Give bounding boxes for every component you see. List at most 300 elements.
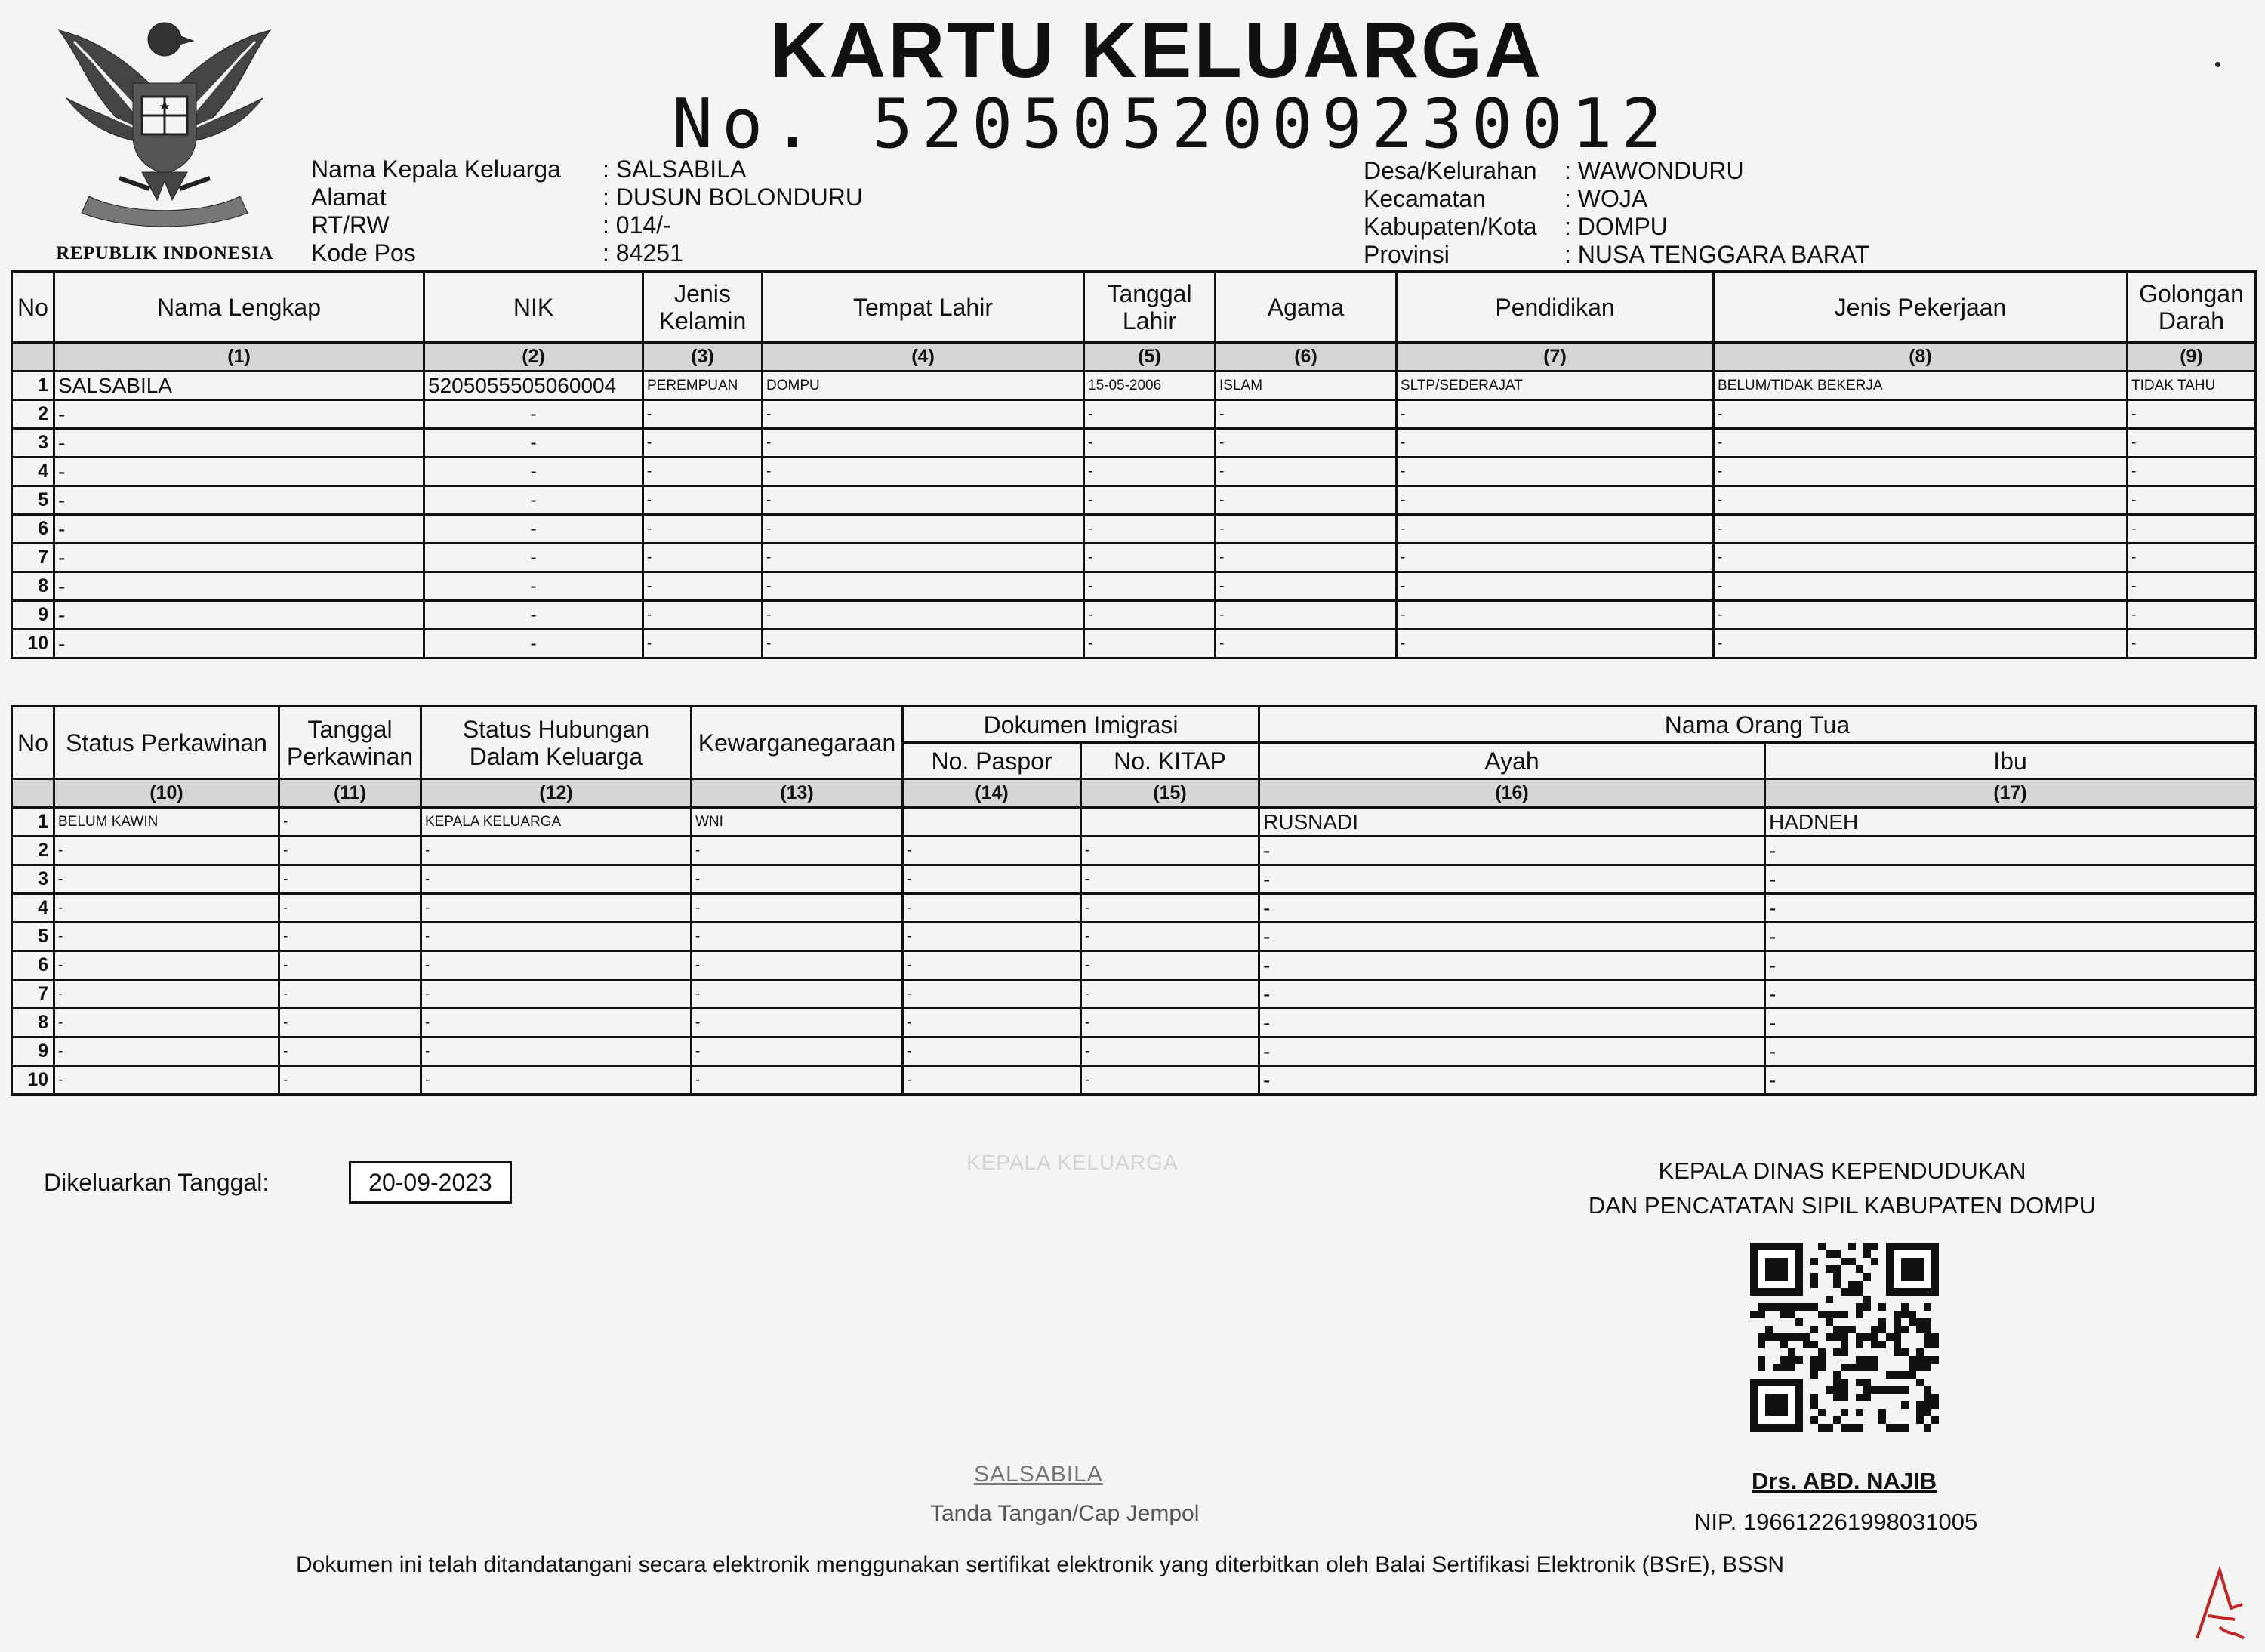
table-cell: HADNEH xyxy=(1765,808,2256,837)
table-cell: - xyxy=(279,837,421,865)
table-cell: - xyxy=(421,1037,692,1066)
table1-header: Pendidikan xyxy=(1397,272,1714,343)
official-name: Drs. ABD. NAJIB xyxy=(1752,1468,1937,1494)
table-cell: - xyxy=(54,544,424,572)
table-cell: - xyxy=(279,1066,421,1095)
table-cell: - xyxy=(1084,486,1216,515)
table1-colnum: (7) xyxy=(1397,343,1714,371)
table-cell: - xyxy=(1397,515,1714,544)
info-row-kepala-keluarga xyxy=(311,156,863,183)
table-cell: - xyxy=(1714,601,2128,630)
table-cell: - xyxy=(763,601,1084,630)
row-number: 4 xyxy=(12,894,54,923)
row-number: 5 xyxy=(12,923,54,951)
table-cell: - xyxy=(1259,1037,1765,1066)
info-label: Kode Pos xyxy=(311,239,416,267)
table2-header-status-hubungan: Status Hubungan Dalam Keluarga xyxy=(421,707,692,779)
table2-colnum xyxy=(12,779,54,808)
table-cell: - xyxy=(424,515,643,544)
table-row xyxy=(12,1009,2256,1037)
table-cell: - xyxy=(54,1009,279,1037)
table-cell: - xyxy=(279,808,421,837)
table-cell: - xyxy=(279,865,421,894)
table-cell: - xyxy=(424,572,643,601)
table2-colnum: (13) xyxy=(692,779,903,808)
table-cell: - xyxy=(1259,1009,1765,1037)
table-row xyxy=(12,837,2256,865)
table1-colnum: (8) xyxy=(1714,343,2128,371)
table-cell: - xyxy=(643,429,763,458)
info-label: Kecamatan xyxy=(1364,185,1486,212)
table1-colnum-row xyxy=(12,343,2256,371)
table2-header-nama-orang-tua: Nama Orang Tua xyxy=(1259,707,2256,743)
table-row xyxy=(12,458,2256,486)
document-title: KARTU KELUARGA xyxy=(770,7,1544,94)
info-row-kabupaten xyxy=(1364,213,1869,241)
table1-header: Jenis Kelamin xyxy=(643,272,763,343)
table-cell: - xyxy=(643,458,763,486)
table-cell: - xyxy=(1397,429,1714,458)
table2-header-status-perkawinan: Status Perkawinan xyxy=(54,707,279,779)
table-cell: - xyxy=(643,601,763,630)
table-cell: - xyxy=(54,429,424,458)
table-cell: - xyxy=(54,486,424,515)
table2-header-tanggal-perkawinan: Tanggal Perkawinan xyxy=(279,707,421,779)
speck-dot xyxy=(2215,62,2220,67)
table-cell: - xyxy=(1081,865,1259,894)
table-cell: - xyxy=(1081,951,1259,980)
table-cell: - xyxy=(1714,458,2128,486)
table-cell: - xyxy=(1084,515,1216,544)
table-cell: - xyxy=(1216,429,1397,458)
row-number: 10 xyxy=(12,1066,54,1095)
info-row-provinsi xyxy=(1364,241,1869,269)
table2-header-row-1 xyxy=(12,707,2256,743)
bsre-logo-icon xyxy=(2190,1563,2250,1646)
table1-header: Golongan Darah xyxy=(2128,272,2256,343)
info-value: : SALSABILA xyxy=(602,156,747,183)
table-cell: - xyxy=(1081,1066,1259,1095)
dinas-line-1: KEPALA DINAS KEPENDUDUKAN xyxy=(1658,1157,2026,1184)
table2-colnum: (14) xyxy=(903,779,1081,808)
info-row-kode-pos xyxy=(311,239,863,267)
table-cell: - xyxy=(1765,1009,2256,1037)
table-cell: - xyxy=(643,486,763,515)
table-cell: - xyxy=(54,865,279,894)
table-cell xyxy=(1081,808,1259,837)
table-cell: - xyxy=(424,544,643,572)
table-cell: - xyxy=(903,1009,1081,1037)
info-label: Provinsi xyxy=(1364,241,1450,268)
table-row xyxy=(12,630,2256,658)
table-cell: - xyxy=(2128,458,2256,486)
row-number: 9 xyxy=(12,601,54,630)
official-nip: NIP. 196612261998031005 xyxy=(1694,1509,1978,1535)
info-row-kecamatan xyxy=(1364,185,1869,213)
row-number: 8 xyxy=(12,572,54,601)
table-cell: - xyxy=(54,923,279,951)
row-number: 9 xyxy=(12,1037,54,1066)
table-cell: - xyxy=(424,429,643,458)
row-number: 1 xyxy=(12,808,54,837)
table-row xyxy=(12,1037,2256,1066)
qr-code-icon xyxy=(1750,1243,1939,1432)
table-cell: - xyxy=(903,951,1081,980)
table-cell: - xyxy=(1397,486,1714,515)
row-number: 7 xyxy=(12,544,54,572)
table-cell: - xyxy=(1765,1037,2256,1066)
table1-colnum: (2) xyxy=(424,343,643,371)
table-cell: - xyxy=(54,601,424,630)
table-cell: - xyxy=(1084,572,1216,601)
info-value: : WOJA xyxy=(1564,185,1648,212)
info-row-rt-rw xyxy=(311,211,863,239)
table-cell: - xyxy=(763,429,1084,458)
table-row xyxy=(12,544,2256,572)
table-cell: - xyxy=(1714,572,2128,601)
table-cell: - xyxy=(2128,601,2256,630)
info-left xyxy=(311,156,863,267)
table-cell: - xyxy=(1084,630,1216,658)
table-cell: - xyxy=(643,544,763,572)
table-cell: - xyxy=(54,515,424,544)
table-cell: DOMPU xyxy=(763,371,1084,400)
table1-colnum xyxy=(12,343,54,371)
table-cell: - xyxy=(1081,980,1259,1009)
table-cell: - xyxy=(1259,837,1765,865)
row-number: 7 xyxy=(12,980,54,1009)
table-cell: - xyxy=(279,951,421,980)
table-cell: - xyxy=(903,894,1081,923)
table-cell: - xyxy=(54,980,279,1009)
table-cell: - xyxy=(421,865,692,894)
table-row xyxy=(12,865,2256,894)
table-cell: - xyxy=(279,894,421,923)
info-value: : 84251 xyxy=(602,239,683,267)
table-cell: - xyxy=(1216,486,1397,515)
table-cell: - xyxy=(1084,544,1216,572)
member-table-2 xyxy=(11,705,2257,1096)
table-cell: - xyxy=(2128,486,2256,515)
table-cell: - xyxy=(421,980,692,1009)
table2-colnum: (11) xyxy=(279,779,421,808)
table-cell: - xyxy=(1397,544,1714,572)
table-cell: - xyxy=(1084,400,1216,429)
table-cell: - xyxy=(279,980,421,1009)
table-row xyxy=(12,400,2256,429)
table-cell: - xyxy=(1084,429,1216,458)
table-cell: - xyxy=(1259,923,1765,951)
table-row xyxy=(12,429,2256,458)
table-cell: - xyxy=(1216,572,1397,601)
table-cell: RUSNADI xyxy=(1259,808,1765,837)
table2-colnum-row xyxy=(12,779,2256,808)
table-cell: - xyxy=(2128,515,2256,544)
table-cell: - xyxy=(1216,515,1397,544)
table-cell: - xyxy=(643,630,763,658)
table1-header: Jenis Pekerjaan xyxy=(1714,272,2128,343)
table-cell: - xyxy=(692,865,903,894)
kepala-keluarga-label: KEPALA KELUARGA xyxy=(966,1151,1179,1174)
garuda-emblem-icon xyxy=(44,8,285,234)
table-cell: - xyxy=(1081,1009,1259,1037)
table-cell: - xyxy=(54,572,424,601)
table2-header-kewarganegaraan: Kewarganegaraan xyxy=(692,707,903,779)
table-cell: - xyxy=(279,923,421,951)
table-row xyxy=(12,486,2256,515)
info-value: : 014/- xyxy=(602,211,671,239)
table2-colnum: (15) xyxy=(1081,779,1259,808)
table-cell: - xyxy=(1765,837,2256,865)
table-cell: - xyxy=(1765,980,2256,1009)
info-label: Desa/Kelurahan xyxy=(1364,157,1537,184)
row-number: 3 xyxy=(12,865,54,894)
table-cell: - xyxy=(424,400,643,429)
table-cell: - xyxy=(54,1066,279,1095)
table-cell: - xyxy=(692,980,903,1009)
row-number: 2 xyxy=(12,400,54,429)
table-cell: - xyxy=(421,951,692,980)
info-label: RT/RW xyxy=(311,211,390,239)
table-cell: KEPALA KELUARGA xyxy=(421,808,692,837)
table-cell: - xyxy=(903,923,1081,951)
table-cell: - xyxy=(1081,894,1259,923)
table-cell: 5205055505060004 xyxy=(424,371,643,400)
table-cell: - xyxy=(1765,951,2256,980)
table1-colnum: (3) xyxy=(643,343,763,371)
table-cell: BELUM KAWIN xyxy=(54,808,279,837)
table-cell: SALSABILA xyxy=(54,371,424,400)
table-cell: SLTP/SEDERAJAT xyxy=(1397,371,1714,400)
table-cell: - xyxy=(1084,601,1216,630)
table-cell: - xyxy=(1765,923,2256,951)
table2-colnum: (16) xyxy=(1259,779,1765,808)
row-number: 3 xyxy=(12,429,54,458)
table1-header: Tempat Lahir xyxy=(763,272,1084,343)
table1-header: Tanggal Lahir xyxy=(1084,272,1216,343)
issued-date-label: Dikeluarkan Tanggal: xyxy=(44,1169,270,1196)
table-cell: - xyxy=(421,837,692,865)
table-cell: - xyxy=(2128,630,2256,658)
dinas-title xyxy=(1548,1154,2137,1223)
table-cell: - xyxy=(1081,837,1259,865)
row-number: 6 xyxy=(12,951,54,980)
table-cell: - xyxy=(763,630,1084,658)
table-cell: - xyxy=(1216,544,1397,572)
table-cell: - xyxy=(54,458,424,486)
info-value: : NUSA TENGGARA BARAT xyxy=(1564,241,1870,268)
table1-colnum: (5) xyxy=(1084,343,1216,371)
table-cell: - xyxy=(54,400,424,429)
signature-label: Tanda Tangan/Cap Jempol xyxy=(930,1501,1200,1526)
table-cell: - xyxy=(1397,601,1714,630)
table-cell: - xyxy=(54,894,279,923)
table1-colnum: (9) xyxy=(2128,343,2256,371)
table-cell: - xyxy=(903,837,1081,865)
row-number: 4 xyxy=(12,458,54,486)
table-cell xyxy=(903,808,1081,837)
table2-header-ayah: Ayah xyxy=(1259,743,1765,779)
table-cell: - xyxy=(643,515,763,544)
table-cell: - xyxy=(1216,400,1397,429)
table-cell: - xyxy=(763,486,1084,515)
table-cell: - xyxy=(421,1066,692,1095)
table-cell: - xyxy=(1259,894,1765,923)
table-row xyxy=(12,572,2256,601)
table2-colnum: (12) xyxy=(421,779,692,808)
table-cell: - xyxy=(2128,429,2256,458)
table-cell: - xyxy=(903,865,1081,894)
table1-header: Agama xyxy=(1216,272,1397,343)
table-cell: - xyxy=(421,1009,692,1037)
table-cell: - xyxy=(424,601,643,630)
table-cell: - xyxy=(421,923,692,951)
table-row xyxy=(12,808,2256,837)
table-cell: - xyxy=(1081,1037,1259,1066)
table-cell: - xyxy=(2128,544,2256,572)
table-cell: - xyxy=(1216,601,1397,630)
table-cell: - xyxy=(1397,572,1714,601)
table2-header-ibu: Ibu xyxy=(1765,743,2256,779)
table-cell: - xyxy=(692,923,903,951)
table-cell: - xyxy=(763,515,1084,544)
table-cell: - xyxy=(1081,923,1259,951)
info-label: Kabupaten/Kota xyxy=(1364,213,1537,240)
table-cell: - xyxy=(54,837,279,865)
table-cell: - xyxy=(1765,894,2256,923)
table1-header-row xyxy=(12,272,2256,343)
table-cell: - xyxy=(54,951,279,980)
info-label: Nama Kepala Keluarga xyxy=(311,156,561,183)
info-label: Alamat xyxy=(311,183,387,211)
table1-colnum: (6) xyxy=(1216,343,1397,371)
info-row-alamat xyxy=(311,183,863,211)
table-cell: - xyxy=(1714,486,2128,515)
table-row xyxy=(12,371,2256,400)
table-cell: - xyxy=(692,951,903,980)
table1-header: NIK xyxy=(424,272,643,343)
table-cell: PEREMPUAN xyxy=(643,371,763,400)
table-cell: WNI xyxy=(692,808,903,837)
table-cell: - xyxy=(1259,1066,1765,1095)
table-cell: - xyxy=(2128,400,2256,429)
info-right xyxy=(1364,157,1869,269)
table-row xyxy=(12,515,2256,544)
table-cell: - xyxy=(279,1037,421,1066)
table-cell: - xyxy=(692,894,903,923)
table2-colnum: (10) xyxy=(54,779,279,808)
table-cell: - xyxy=(763,544,1084,572)
table-cell: - xyxy=(763,572,1084,601)
table-row xyxy=(12,894,2256,923)
table-row xyxy=(12,923,2256,951)
info-value: : DOMPU xyxy=(1564,213,1668,240)
table-cell: - xyxy=(1765,1066,2256,1095)
table-cell: - xyxy=(1259,951,1765,980)
table-row xyxy=(12,1066,2256,1095)
table-row xyxy=(12,951,2256,980)
table-cell: - xyxy=(424,630,643,658)
row-number: 5 xyxy=(12,486,54,515)
row-number: 2 xyxy=(12,837,54,865)
table-cell: - xyxy=(1714,429,2128,458)
table-cell: - xyxy=(692,837,903,865)
table-cell: - xyxy=(1216,458,1397,486)
emblem-caption: REPUBLIK INDONESIA xyxy=(56,243,273,264)
table-cell: - xyxy=(643,400,763,429)
kepala-keluarga-name: SALSABILA xyxy=(974,1462,1103,1487)
row-number: 6 xyxy=(12,515,54,544)
table2-body xyxy=(12,808,2256,1095)
table-cell: - xyxy=(903,1037,1081,1066)
table-cell: - xyxy=(1714,630,2128,658)
table-cell: - xyxy=(1397,458,1714,486)
table2-colnum: (17) xyxy=(1765,779,2256,808)
table1-colnum: (1) xyxy=(54,343,424,371)
dinas-line-2: DAN PENCATATAN SIPIL KABUPATEN DOMPU xyxy=(1588,1192,2097,1219)
table-cell: - xyxy=(1216,630,1397,658)
table-cell: - xyxy=(54,630,424,658)
table-cell: - xyxy=(1397,400,1714,429)
table1-body xyxy=(12,371,2256,658)
table-cell: - xyxy=(692,1066,903,1095)
info-row-desa xyxy=(1364,157,1869,185)
table-cell: - xyxy=(1397,630,1714,658)
info-value: : WAWONDURU xyxy=(1564,157,1744,184)
table-cell: - xyxy=(1259,980,1765,1009)
table2-header-no-kitap: No. KITAP xyxy=(1081,743,1259,779)
table-cell: ISLAM xyxy=(1216,371,1397,400)
table2-header-dokumen-imigrasi: Dokumen Imigrasi xyxy=(903,707,1259,743)
table1-header: Nama Lengkap xyxy=(54,272,424,343)
table-cell: - xyxy=(763,400,1084,429)
row-number: 1 xyxy=(12,371,54,400)
table-cell: - xyxy=(1259,865,1765,894)
table-cell: - xyxy=(424,458,643,486)
table1-header: No xyxy=(12,272,54,343)
table-cell: - xyxy=(54,1037,279,1066)
table-cell: 15-05-2006 xyxy=(1084,371,1216,400)
table-cell: - xyxy=(421,894,692,923)
electronic-signature-note: Dokumen ini telah ditandatangani secara elektronik menggunakan sertifikat elektronik yang diterbitkan oleh Balai Sertifikasi Elektronik (BSrE), BSSN xyxy=(296,1552,1785,1577)
table-cell: - xyxy=(763,458,1084,486)
table-cell: - xyxy=(692,1009,903,1037)
table-row xyxy=(12,980,2256,1009)
table1-colnum: (4) xyxy=(763,343,1084,371)
table2-header-no: No xyxy=(12,707,54,779)
info-value: : DUSUN BOLONDURU xyxy=(602,183,863,211)
table-cell: - xyxy=(692,1037,903,1066)
table-cell: - xyxy=(424,486,643,515)
row-number: 8 xyxy=(12,1009,54,1037)
table-cell: TIDAK TAHU xyxy=(2128,371,2256,400)
table-cell: - xyxy=(1714,400,2128,429)
table-cell: - xyxy=(1084,458,1216,486)
row-number: 10 xyxy=(12,630,54,658)
table2-header-no-paspor: No. Paspor xyxy=(903,743,1081,779)
table-cell: - xyxy=(2128,572,2256,601)
table-cell: - xyxy=(279,1009,421,1037)
table-cell: - xyxy=(1714,515,2128,544)
issued-date-value: 20-09-2023 xyxy=(349,1161,512,1204)
table-row xyxy=(12,601,2256,630)
table-cell: - xyxy=(643,572,763,601)
table-cell: - xyxy=(903,1066,1081,1095)
table-cell: - xyxy=(1714,544,2128,572)
kk-number: No. 5205052009230012 xyxy=(672,85,1672,164)
table-cell: BELUM/TIDAK BEKERJA xyxy=(1714,371,2128,400)
member-table-1 xyxy=(11,270,2257,659)
